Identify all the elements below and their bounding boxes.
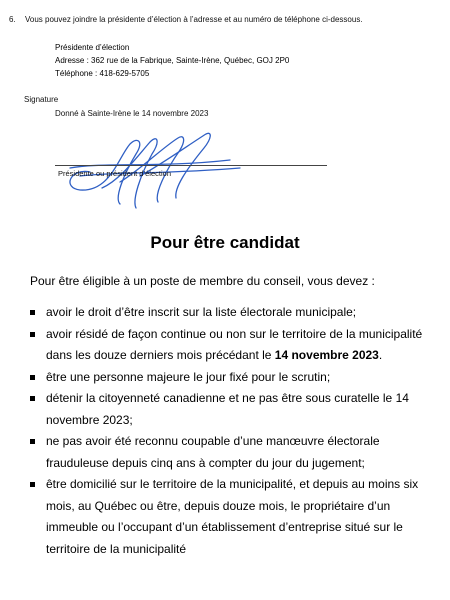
item-6-text: Vous pouvez joindre la présidente d’élection à l’adresse et au numéro de téléphone ci-dessous. (25, 15, 363, 24)
contact-phone: Téléphone : 418-629-5705 (55, 69, 150, 78)
bullet-icon (30, 310, 35, 315)
signature-label: Signature (24, 95, 59, 104)
bullet-icon (30, 332, 35, 337)
list-item-text: avoir résidé de façon continue ou non sur le territoire de la municipalité dans les douze derniers mois précédant le (46, 326, 423, 362)
bullet-icon (30, 375, 35, 380)
list-item-text: détenir la citoyenneté canadienne et ne pas être sous curatelle le 14 novembre 2023; (46, 391, 409, 427)
bullet-icon (30, 439, 35, 444)
list-item (30, 324, 440, 367)
list-item-bold-date: 14 novembre 2023 (274, 348, 379, 362)
list-item-text: avoir le droit d’être inscrit sur la liste électorale municipale; (46, 305, 357, 319)
list-item-text: ne pas avoir été reconnu coupable d’une manœuvre électorale frauduleuse depuis cinq ans à compter du jour du jugement; (46, 434, 380, 470)
item-6-number: 6. (9, 15, 16, 24)
bullet-icon (30, 482, 35, 487)
contact-role: Présidente d’élection (55, 43, 130, 52)
signature-line (55, 165, 327, 166)
given-date-line: Donné à Sainte-Irène le 14 novembre 2023 (55, 109, 209, 118)
list-item-text: être une personne majeure le jour fixé pour le scrutin; (46, 369, 331, 384)
list-item-text: être domicilié sur le territoire de la municipalité, et depuis au moins six mois, au Québec ou être, depuis douze mois, le propriétaire d’un immeuble ou l’occupant d’un établissement d’entreprise situé sur le territoire de la municipalité (46, 477, 419, 556)
contact-address: Adresse : 362 rue de la Fabrique, Sainte-Irène, Québec, GOJ 2P0 (55, 56, 290, 65)
signature-caption: Présidente ou président d’élection (58, 169, 171, 178)
item-6-paragraph (9, 15, 363, 24)
contact-block (55, 41, 289, 80)
section-title: Pour être candidat (150, 233, 300, 252)
eligibility-intro: Pour être éligible à un poste de membre du conseil, vous devez : (30, 274, 375, 288)
list-item (30, 388, 440, 431)
list-item (30, 474, 440, 560)
list-item-text-end: . (378, 348, 383, 362)
list-item (30, 431, 440, 474)
list-item (30, 302, 440, 324)
bullet-icon (30, 396, 35, 401)
list-item (30, 367, 440, 389)
requirements-list (30, 302, 440, 560)
